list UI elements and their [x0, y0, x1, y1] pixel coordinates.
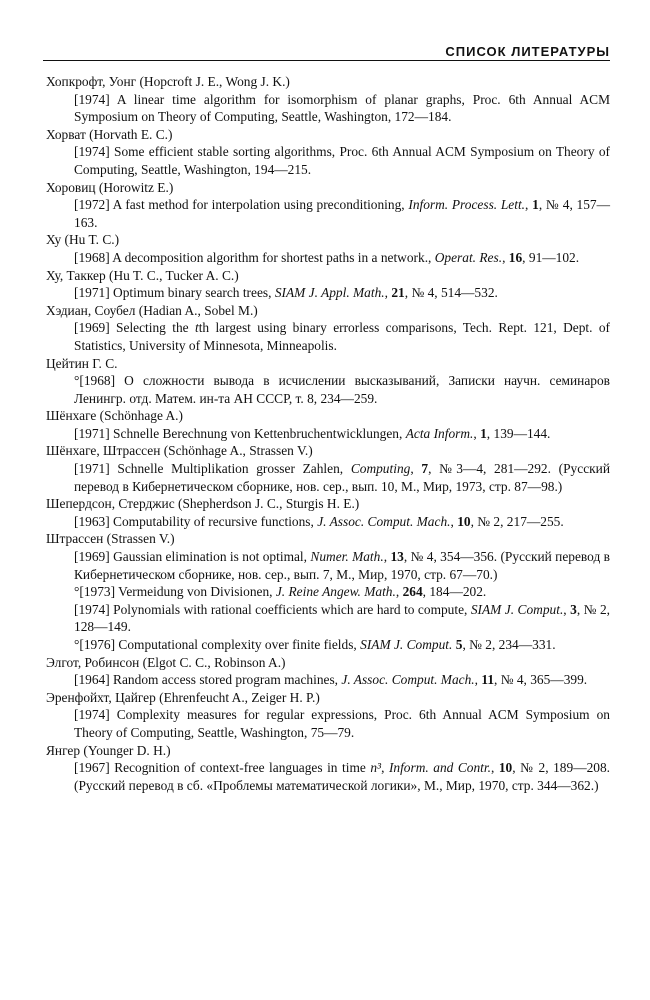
- reference-text: , № 2, 234—331.: [462, 637, 556, 652]
- reference-text: SIAM J. Comput.: [470, 601, 564, 617]
- reference-text: [1974] A linear time algorithm for isomorphism of planar graphs, Proc. 6th Annual ACM Symposium on Theory of Computing, Seattle, Washington, 172—184.: [74, 91, 610, 125]
- reference-text: Acta Inform.: [405, 425, 474, 441]
- reference-text: ,: [384, 285, 392, 301]
- reference-text: SIAM J. Appl. Math.: [274, 285, 385, 301]
- reference-text: ,: [381, 760, 389, 776]
- reference-list: [46, 73, 610, 794]
- reference-text: [1974] Some efficient stable sorting algorithms, Proc. 6th Annual ACM Symposium on Theory of Computing, Seattle, Washington, 194—215.: [74, 144, 610, 177]
- reference-text: °[1976] Computational complexity over finite fields,: [74, 637, 361, 652]
- reference-text: 1: [532, 197, 539, 213]
- reference-text: ,: [395, 584, 403, 600]
- reference-entry: [46, 548, 610, 583]
- reference-text: [1971] Schnelle Multiplikation grosser Zahlen,: [74, 461, 351, 477]
- reference-text: 10: [457, 513, 471, 529]
- reference-text: , № 2, 189—208. (Русский перевод в сб. «Проблемы математической логики», М., Мир, 1970, стр. 344—362.): [74, 760, 611, 793]
- reference-text: , № 4, 157—163.: [74, 197, 610, 230]
- reference-author: Хоровиц (Horowitz E.): [46, 179, 174, 195]
- reference-text: , № 2, 217—255.: [470, 513, 564, 529]
- reference-entry: [46, 91, 610, 126]
- reference-entry: [46, 196, 610, 231]
- reference-text: t: [194, 320, 199, 336]
- reference-text: [1968] A decomposition algorithm for shortest paths in a network.,: [74, 249, 435, 265]
- reference-text: ,: [490, 760, 499, 776]
- reference-text: Numer. Math.: [310, 549, 384, 565]
- reference-text: J. Reine Angew. Math.: [275, 584, 396, 600]
- reference-text: [1971] Optimum binary search trees,: [74, 285, 275, 301]
- reference-entry: [46, 759, 610, 794]
- reference-text: ,: [473, 425, 481, 441]
- reference-author: Хопкрофт, Уонг (Hopcroft J. E., Wong J. K.): [46, 74, 290, 89]
- reference-author: Шепердсон, Стерджис (Shepherdson J. C., Sturgis H. E.): [46, 496, 360, 512]
- reference-entry: [46, 460, 610, 495]
- reference-text: [1967] Recognition of context-free languages in time: [74, 760, 371, 776]
- reference-text: Computing: [350, 461, 411, 477]
- reference-entry: [46, 284, 610, 302]
- reference-entry: [46, 706, 610, 741]
- reference-author: Янгер (Younger D. H.): [46, 742, 171, 758]
- reference-author: Шёнхаге (Schönhage A.): [46, 408, 183, 424]
- reference-text: ,: [525, 197, 533, 213]
- running-header: СПИСОК ЛИТЕРАТУРЫ: [43, 44, 610, 61]
- reference-text: 5: [455, 637, 463, 652]
- reference-entry: [46, 319, 610, 354]
- reference-text: 3: [570, 601, 577, 617]
- reference-author: Штрассен (Strassen V.): [46, 531, 175, 547]
- reference-author: Цейтин Г. С.: [46, 355, 118, 371]
- reference-entry: [46, 143, 610, 178]
- reference-text: 21: [391, 285, 405, 301]
- reference-text: [1971] Schnelle Berechnung von Kettenbruchentwicklungen,: [74, 425, 406, 441]
- reference-entry: [46, 601, 610, 636]
- reference-text: 264: [402, 584, 423, 600]
- reference-text: 11: [481, 672, 495, 688]
- reference-text: [1974] Complexity measures for regular expressions, Proc. 6th Annual ACM Symposium on Theory of Computing, Seattle, Washington, 75—79.: [74, 707, 610, 740]
- reference-text: 13: [390, 549, 404, 565]
- reference-entry: [46, 583, 610, 601]
- reference-entry: [46, 249, 610, 267]
- reference-text: °[1973] Vermeidung von Divisionen,: [74, 584, 276, 600]
- reference-text: ,: [410, 461, 422, 477]
- reference-entry: [46, 425, 610, 443]
- reference-text: ,: [502, 249, 509, 265]
- reference-author: Ху (Hu T. C.): [46, 232, 120, 248]
- reference-text: ,: [474, 672, 482, 688]
- reference-text: Operat. Res.: [434, 249, 503, 265]
- reference-text: , № 4, 514—532.: [404, 285, 498, 301]
- reference-author: Хэдиан, Соубел (Hadian A., Sobel M.): [46, 302, 258, 318]
- reference-text: , 184—202.: [422, 584, 487, 600]
- reference-text: ,: [383, 549, 391, 565]
- reference-entry: [46, 372, 610, 407]
- reference-author: Хорват (Horvath E. C.): [46, 126, 173, 142]
- reference-text: n³: [370, 760, 382, 776]
- reference-text: °[1968] О сложности вывода в исчислении высказываний, Записки научн. семинаров Ленингр. отд. Матем. ин-та АН СССР, т. 8, 234—259.: [74, 373, 610, 406]
- reference-entry: [46, 671, 610, 689]
- reference-text: [1972] A fast method for interpolation using preconditioning,: [74, 197, 409, 213]
- reference-author: Ху, Таккер (Hu T. C., Tucker A. C.): [46, 267, 239, 283]
- reference-text: J. Assoc. Comput. Mach.: [317, 513, 451, 529]
- reference-text: , № 2, 128—149.: [74, 601, 610, 635]
- reference-text: [1969] Selecting the: [74, 320, 195, 336]
- reference-author: Элгот, Робинсон (Elgot C. C., Robinson A.): [46, 654, 286, 670]
- reference-text: , №3—4, 281—292. (Русский перевод в Кибернетическом сборнике, нов. сер., вып. 10, М., Мир, 1973, стр. 87—98.): [74, 461, 610, 494]
- reference-text: [1963] Computability of recursive functions,: [74, 513, 318, 529]
- reference-text: th largest using binary errorless comparisons, Tech. Rept. 121, Dept. of Statistics, University of Minnesota, Minneapolis.: [74, 320, 610, 353]
- reference-text: , № 4, 354—356. (Русский перевод в Кибернетическом сборнике, нов. сер., вып. 7, М., Мир, 1970, стр. 67—70.): [74, 549, 610, 582]
- reference-text: [1969] Gaussian elimination is not optimal,: [74, 549, 311, 565]
- reference-text: 10: [498, 760, 513, 776]
- reference-text: , 91—102.: [522, 249, 580, 265]
- reference-text: ,: [563, 601, 571, 617]
- reference-text: , № 4, 365—399.: [494, 672, 588, 688]
- reference-text: 16: [508, 249, 523, 265]
- reference-text: Inform. and Contr.: [388, 760, 491, 776]
- reference-text: SIAM J. Comput.: [360, 637, 453, 652]
- reference-text: [1974] Polynomials with rational coefficients which are hard to compute,: [74, 601, 471, 617]
- reference-text: ,: [450, 513, 458, 529]
- reference-text: [1964] Random access stored program machines,: [74, 672, 342, 688]
- reference-text: 7: [421, 461, 429, 477]
- reference-text: J. Assoc. Comput. Mach.: [341, 672, 475, 688]
- reference-text: , 139—144.: [486, 425, 551, 441]
- reference-text: 1: [480, 425, 487, 441]
- reference-author: Эренфойхт, Цайгер (Ehrenfeucht A., Zeiger H. P.): [46, 689, 320, 705]
- reference-entry: [46, 513, 610, 531]
- reference-entry: [46, 636, 610, 654]
- reference-text: Inform. Process. Lett.: [408, 197, 526, 213]
- reference-author: Шёнхаге, Штрассен (Schönhage A., Strassen V.): [46, 443, 313, 459]
